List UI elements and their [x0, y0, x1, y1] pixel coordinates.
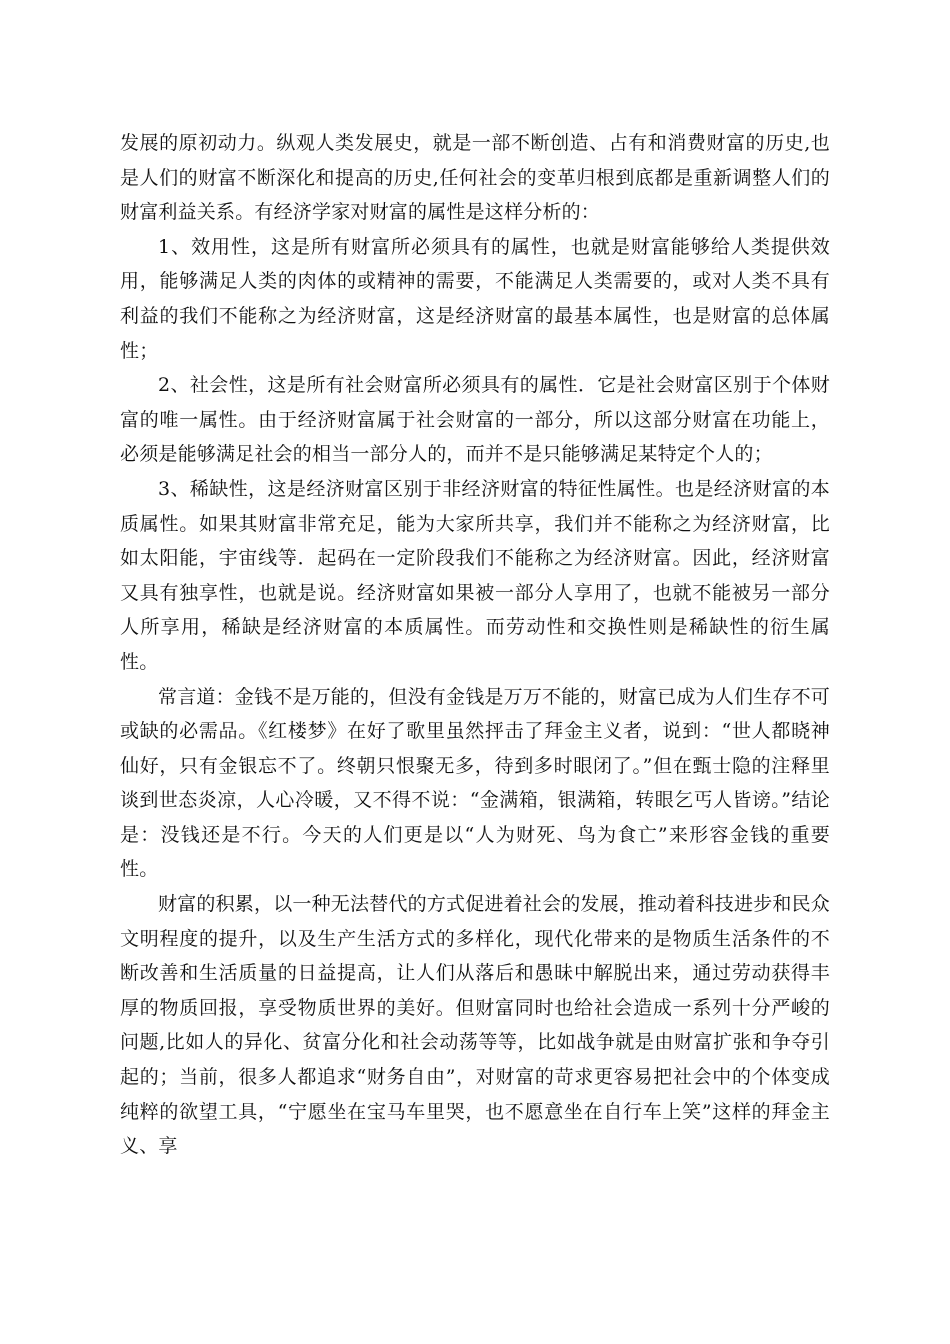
paragraph-proverb: 常言道：金钱不是万能的，但没有金钱是万万不能的，财富已成为人们生存不可或缺的必需品。《红楼梦》在好了歌里虽然抨击了拜金主义者，说到：“世人都晓神仙好，只有金银忘不了。终朝只恨聚无多，待到多时眼闭了。”但在甄士隐的注释里谈到世态炎凉，人心冷暖，又不得不说：“金满箱，银满箱，转眼乞丐人皆谤。”结论是：没钱还是不行。今天的人们更是以“人为财死、鸟为食亡”来形容金钱的重要性。	[120, 685, 831, 881]
document-body	[120, 126, 830, 1164]
paragraph-sociality: 2、社会性，这是所有社会财富所必须具有的属性．它是社会财富区别于个体财富的唯一属性。由于经济财富属于社会财富的一部分，所以这部分财富在功能上，必须是能够满足社会的相当一部分人的，而并不是只能够满足某特定个人的；	[120, 374, 830, 466]
paragraph-wealth-accumulation: 财富的积累，以一种无法替代的方式促进着社会的发展，推动着科技进步和民众文明程度的提升，以及生产生活方式的多样化，现代化带来的是物质生活条件的不断改善和生活质量的日益提高，让人们从落后和愚昧中解脱出来，通过劳动获得丰厚的物质回报，享受物质世界的美好。但财富同时也给社会造成一系列十分严峻的问题,比如人的异化、贫富分化和社会动荡等等，比如战争就是由财富扩张和争夺引起的；当前，很多人都追求“财务自由”，对财富的苛求更容易把社会中的个体变成纯粹的欲望工具，“宁愿坐在宝马车里哭，也不愿意坐在自行车上笑”这样的拜金主义、享	[120, 893, 831, 1158]
paragraph-utility: 1、效用性，这是所有财富所必须具有的属性，也就是财富能够给人类提供效用，能够满足人类的肉体的或精神的需要，不能满足人类需要的，或对人类不具有利益的我们不能称之为经济财富，这是经济财富的最基本属性，也是财富的总体属性；	[120, 235, 830, 362]
paragraph-scarcity: 3、稀缺性，这是经济财富区别于非经济财富的特征性属性。也是经济财富的本质属性。如果其财富非常充足，能为大家所共享，我们并不能称之为经济财富，比如太阳能，宇宙线等．起码在一定阶段我们不能称之为经济财富。因此，经济财富又具有独享性，也就是说。经济财富如果被一部分人享用了，也就不能被另一部分人所享用，稀缺是经济财富的本质属性。而劳动性和交换性则是稀缺性的衍生属性。	[120, 477, 830, 673]
paragraph-continuation: 发展的原初动力。纵观人类发展史，就是一部不断创造、占有和消费财富的历史,也是人们的财富不断深化和提高的历史,任何社会的变革归根到底都是重新调整人们的财富利益关系。有经济学家对财富的属性是这样分析的：	[120, 132, 830, 224]
